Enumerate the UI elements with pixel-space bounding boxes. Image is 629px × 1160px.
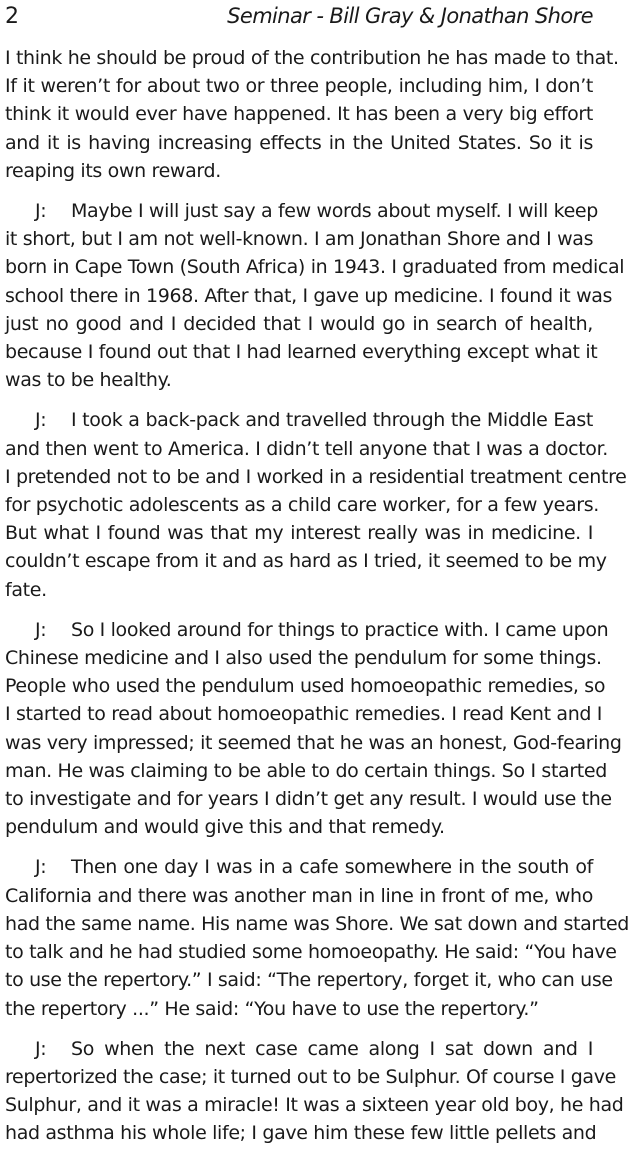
text-line [5,197,598,225]
text-line: fate. [5,578,47,601]
text-line: to talk and he had studied some homoeopathy. He said: “You have [5,941,617,964]
text-span: So when the next case came along I sat down and I [71,1037,593,1060]
speaker-label: J: [35,1037,47,1060]
paragraph-4 [5,616,622,842]
text-span: Maybe I will just say a few words about myself. I will keep [71,200,598,223]
text-line: Chinese medicine and I also used the pendulum for some things. [5,647,602,670]
text-line: If it weren’t for about two or three people, including him, I don’t [5,75,593,98]
speaker-label: J: [35,200,47,223]
text-line: for psychotic adolescents as a child care worker, for a few years. [5,494,599,517]
text-span: Then one day I was in a cafe somewhere in the south of [71,856,593,879]
text-span: I took a back-pack and travelled through the Middle East [71,409,593,432]
text-line: pendulum and would give this and that remedy. [5,816,445,839]
speaker-label: J: [35,856,47,879]
text-line: reaping its own reward. [5,159,221,182]
text-line: was to be healthy. [5,369,172,392]
text-line: had asthma his whole life; I gave him these few little pellets and [5,1122,597,1145]
text-line: I think he should be proud of the contribution he has made to that. [5,47,619,69]
page-header [5,2,593,36]
text-line: and then went to America. I didn’t tell anyone that I was a doctor. [5,437,608,460]
paragraph-5 [5,853,629,1022]
text-line: couldn’t escape from it and as hard as I tried, it seemed to be my [5,550,607,573]
text-line: People who used the pendulum used homoeopathic remedies, so [5,675,606,698]
page-number: 2 [5,4,19,29]
speaker-label: J: [35,618,47,641]
text-line: to use the repertory.” I said: “The repertory, forget it, who can use [5,969,613,992]
text-line: the repertory ...” He said: “You have to use the repertory.” [5,997,539,1020]
paragraph-1 [5,44,619,185]
speaker-label: J: [35,409,47,432]
text-line: school there in 1968. After that, I gave up medicine. I found it was [5,284,613,307]
text-line: California and there was another man in line in front of me, who [5,884,593,907]
text-line: I started to read about homoeopathic remedies. I read Kent and I [5,703,603,726]
text-line: I pretended not to be and I worked in a residential treatment centre [5,465,627,488]
text-line: because I found out that I had learned everything except what it [5,341,598,364]
paragraph-2 [5,197,625,394]
paragraph-3 [5,406,627,603]
text-line [5,853,593,881]
text-line: Sulphur, and it was a miracle! It was a sixteen year old boy, he had [5,1094,624,1117]
text-line: think it would ever have happened. It has been a very big effort [5,103,593,126]
text-line [5,1035,593,1063]
text-line [5,616,609,644]
running-head: Seminar - Bill Gray & Jonathan Shore [227,4,593,28]
text-line: and it is having increasing effects in the United States. So it is [5,131,593,154]
text-line: But what I found was that my interest really was in medicine. I [5,522,593,545]
body-text [5,44,629,1160]
text-line: was very impressed; it seemed that he was an honest, God-fearing [5,731,622,754]
paragraph-6 [5,1035,624,1148]
text-line: just no good and I decided that I would go in search of health, [5,312,593,335]
text-line: born in Cape Town (South Africa) in 1943. I graduated from medical [5,256,625,279]
text-line: man. He was claiming to be able to do certain things. So I started [5,759,607,782]
text-line: had the same name. His name was Shore. We sat down and started [5,912,629,935]
text-line [5,406,593,434]
text-line: to investigate and for years I didn’t get any result. I would use the [5,788,612,811]
text-line: repertorized the case; it turned out to be Sulphur. Of course I gave [5,1065,616,1088]
text-line: it short, but I am not well-known. I am Jonathan Shore and I was [5,228,594,251]
text-span: So I looked around for things to practice with. I came upon [71,618,609,641]
